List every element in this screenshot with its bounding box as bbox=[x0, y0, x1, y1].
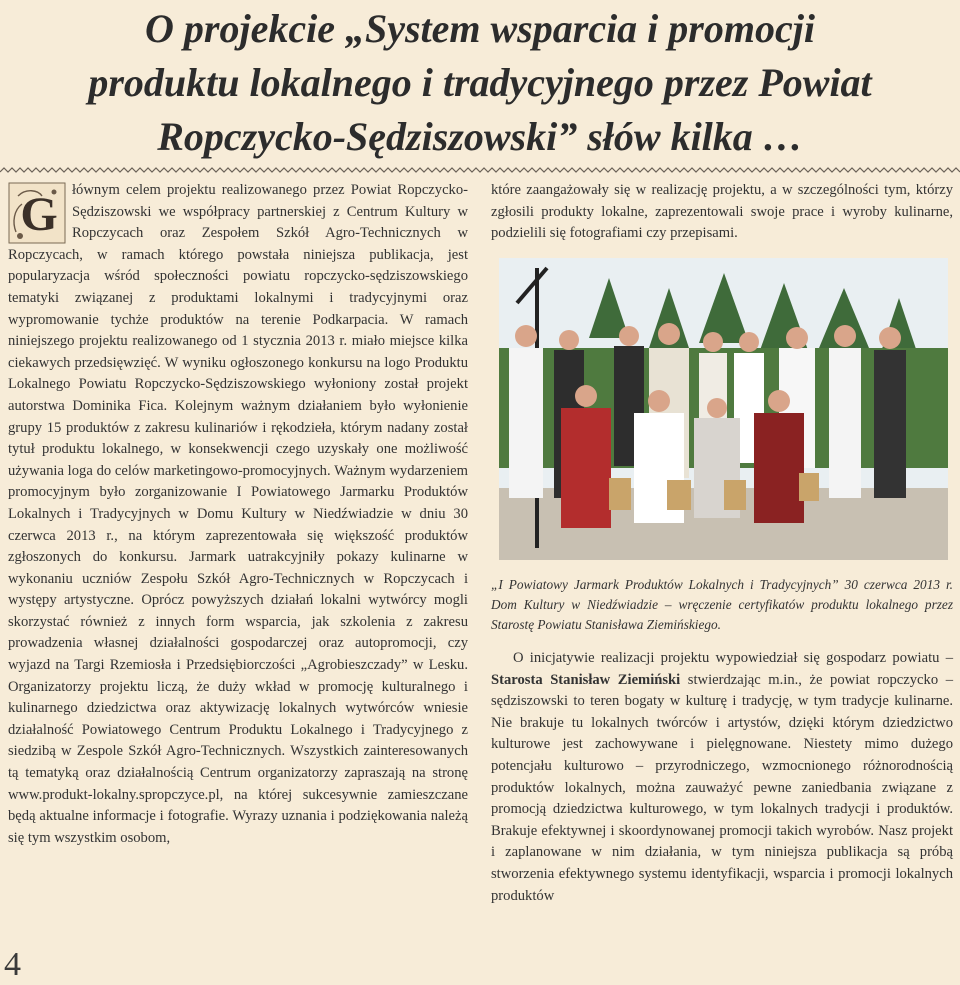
page-title bbox=[0, 2, 960, 164]
title-line-3: Ropczycko-Sędziszowski” słów kilka … bbox=[157, 114, 803, 159]
starosta-name: Starosta Stanisław Ziemiński bbox=[491, 671, 681, 688]
group-photo-illustration bbox=[499, 258, 948, 560]
right-column-body bbox=[491, 648, 953, 907]
paragraph-start: O inicjatywie realizacji projektu wypowiedział się gospodarz powiatu – bbox=[513, 650, 953, 666]
title-line-1: O projekcie „System wsparcia i promocji bbox=[145, 6, 815, 51]
right-column-top bbox=[491, 180, 953, 245]
paragraph-rest: stwierdzając m.in., że powiat ropczycko – sędziszowski to teren bogaty w kulturę i tradycję, w tym tradycje kulinarne. Nie brakuje tu lokalnych twórców i artystów, dzięki którym dziedzictwo kulturowe jest zachowywane i pielęgnowane. Niestety mimo dużego potencjału kulturowo – przyrodniczego, wzmocnionego różnorodnością produktów lokalnych, można zauważyć pewne zaniedbania związane z promocją dziedzictwa kulturowego, w tym lokalnych tradycji i produktów. Brakuje efektywnej i skoordynowanej promocji takich wyrobów. Nasz projekt i zaplanowane w nim działania, w tym niniejsza publikacja są próbą stworzenia efektywnego systemu identyfikacji, wsparcia i promocji lokalnych produktów bbox=[491, 671, 954, 904]
decorative-zigzag-divider bbox=[0, 166, 960, 174]
event-photo bbox=[499, 258, 948, 560]
drop-cap-ornament bbox=[8, 182, 66, 244]
right-column-paragraph bbox=[491, 648, 953, 907]
drop-cap-letter: G bbox=[20, 188, 58, 241]
photo-caption: „I Powiatowy Jarmark Produktów Lokalnych i Tradycyjnych” 30 czerwca 2013 r. Dom Kultury w Niedźwiadzie – wręczenie certyfikatów produktu lokalnego przez Starostę Powiatu Stanisława Ziemińskiego. bbox=[491, 577, 953, 632]
left-column-body: łównym celem projektu realizowanego przez Powiat Ropczycko-Sędziszowski we współpracy partnerskiej z Centrum Kultury w Ropczycach oraz Zespołem Szkół Agro-Technicznych w Ropczycach, w ramach którego powstała niniejsza publikacja, jest popularyzacja wśród społeczności powiatu ropczycko-sędziszowskiego tematyki związanej z produktami lokalnymi i tradycyjnymi oraz wypromowanie tychże produktów na terenie Podkarpacia. W ramach niniejszego projektu realizowanego od 1 stycznia 2013 r. miało miejsce kilka ciekawych przedsięwzięć. W wyniku ogłoszonego konkursu na logo Produktu Lokalnego Powiatu Ropczycko-Sędziszowskiego wyłoniony został projekt autorstwa Dominika Fica. Kolejnym ważnym działaniem było wyłonienie grupy 15 produktów z zakresu kulinariów i rękodzieła, którym nadany został tytuł produktu lokalnego, w konsekwencji czego uzyskały one możliwość używania loga do celów marketingowo-promocyjnych. Ważnym wydarzeniem promocyjnym było zorganizowanie I Powiatowego Jarmarku Produktów Lokalnych i Tradycyjnych w Domu Kultury w Niedźwiadzie w dniu 30 czerwca 2013 r., na którym zaprezentowała się większość produktów zgłoszonych do konkursu. Jarmark uatrakcyjniły pokazy kulinarne w wykonaniu uczniów Zespołu Szkół Agro-Technicznych w Ropczycach i występy artystyczne. Oprócz powyższych działań lokalni wytwórcy mogli skorzystać również z innych form wsparcia, jak szkolenia z zakresu prowadzenia własnej działalności gospodarczej oraz autopromocji, czy wyjazd na Targi Rzemiosła i Przedsiębiorczości „Agrobieszczady” w Lesku. Organizatorzy projektu liczą, że duży wkład w promocję kulturalnego i kulinarnego dziedzictwa oraz aktywizację lokalnych wytwórców wniesie działalność Powiatowego Centrum Produktu Lokalnego i Tradycyjnego z siedzibą w Zespole Szkół Agro-Technicznych. Wszystkich zainteresowanych tą tematyką oraz działalnością Centrum organizatorzy zapraszają na stronę www.produkt-lokalny.spropczyce.pl, na której sukcesywnie zamieszczane będą aktualne informacje i fotografie. Wyrazy uznania i podziękowania należą się tym wszystkim osobom, bbox=[8, 182, 468, 846]
title-line-2: produktu lokalnego i tradycyjnego przez Powiat bbox=[88, 60, 872, 105]
page-number: 4 bbox=[4, 946, 21, 983]
left-column bbox=[8, 180, 468, 849]
right-column-continuation: które zaangażowały się w realizację projektu, a w szczególności tym, którzy zgłosili produkty lokalne, zaprezentowali swoje prace i wyroby kulinarne, podzielili się fotografiami czy przepisami. bbox=[491, 182, 953, 242]
